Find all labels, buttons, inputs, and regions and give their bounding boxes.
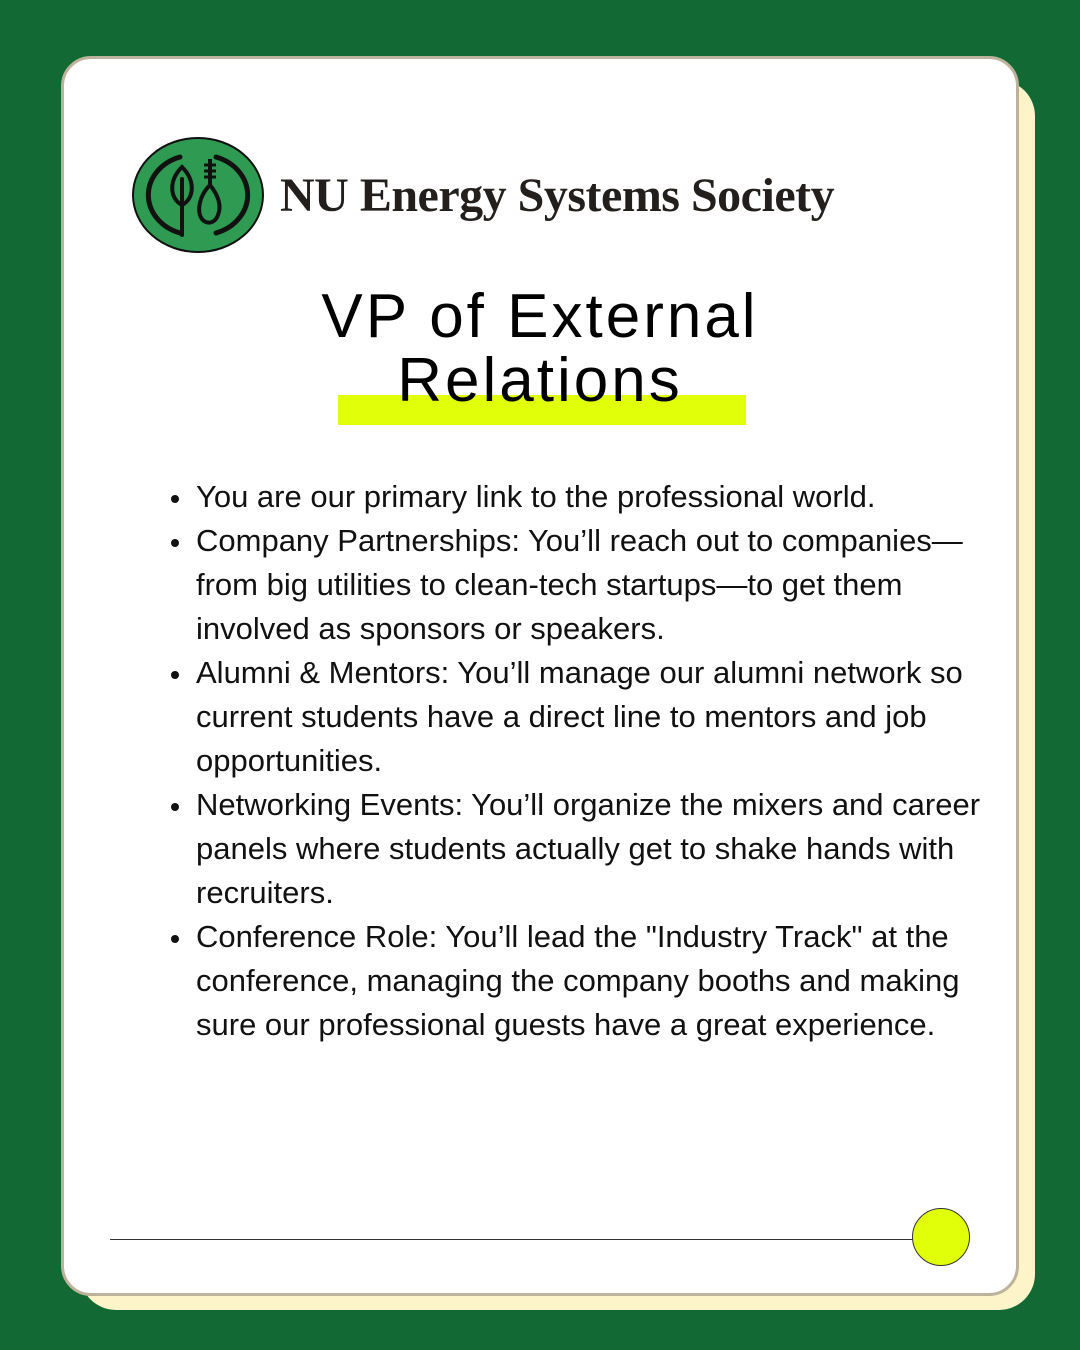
header bbox=[130, 135, 834, 255]
list-item: • Networking Events: You’ll organize the mixers and career panels where students actually get to shake hands with recruiters. bbox=[194, 783, 994, 915]
responsibilities-list bbox=[164, 475, 994, 1047]
list-item: • You are our primary link to the professional world. bbox=[194, 475, 994, 519]
page-title bbox=[64, 282, 1016, 415]
divider-line bbox=[110, 1239, 930, 1240]
title-line-2: Relations bbox=[397, 346, 683, 415]
list-item: • Alumni & Mentors: You’ll manage our alumni network so current students have a direct line to mentors and job opportunities. bbox=[194, 651, 994, 783]
title-line-1: VP of External bbox=[321, 282, 759, 351]
accent-dot bbox=[912, 1208, 970, 1266]
leaf-and-lightbulb-logo-icon bbox=[130, 135, 266, 255]
list-item: • Conference Role: You’ll lead the "Industry Track" at the conference, managing the company booths and making sure our professional guests have a great experience. bbox=[194, 915, 994, 1047]
org-name: NU Energy Systems Society bbox=[280, 168, 835, 222]
list-item: • Company Partnerships: You’ll reach out to companies—from big utilities to clean-tech startups—to get them involved as sponsors or speakers. bbox=[194, 519, 994, 651]
content-card bbox=[61, 56, 1019, 1296]
